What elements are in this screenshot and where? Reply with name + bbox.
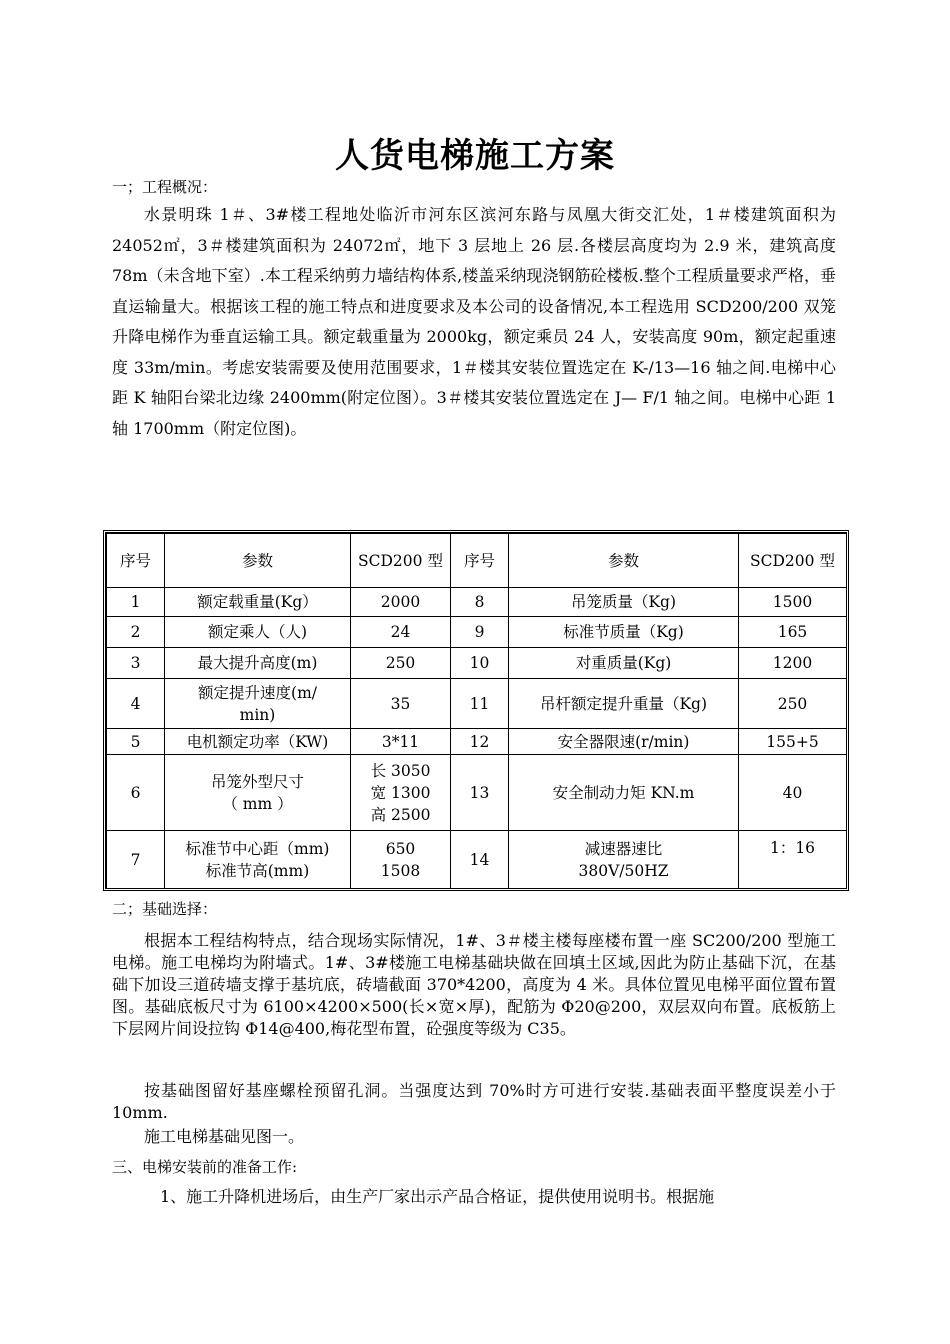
document-title: 人货电梯施工方案 — [335, 136, 615, 176]
table-cell: 标准节质量（Kg) — [509, 617, 739, 648]
table-cell: 14 — [451, 831, 509, 889]
table-cell: 1 — [107, 588, 165, 617]
table-cell: 电机额定功率（KW) — [165, 729, 351, 755]
table-cell: 6 — [107, 755, 165, 831]
table-cell: 155+5 — [739, 729, 847, 755]
table-header-cell: SCD200 型 — [351, 534, 451, 588]
table-cell: 11 — [451, 679, 509, 729]
table-cell: 1500 — [739, 588, 847, 617]
table-row — [107, 755, 847, 831]
table-cell: 额定提升速度(m/ min) — [165, 679, 351, 729]
table-cell: 2000 — [351, 588, 451, 617]
table-cell: 安全制动力矩 KN.m — [509, 755, 739, 831]
table-cell: 165 — [739, 617, 847, 648]
table-cell: 额定乘人（人) — [165, 617, 351, 648]
table-cell: 13 — [451, 755, 509, 831]
table-cell: 对重质量(Kg) — [509, 648, 739, 679]
section-1-heading: 一；工程概况： — [112, 178, 218, 196]
table-cell: 35 — [351, 679, 451, 729]
table-cell: 4 — [107, 679, 165, 729]
table-cell: 9 — [451, 617, 509, 648]
table-cell: 2 — [107, 617, 165, 648]
table-row — [107, 831, 847, 889]
table-row — [107, 679, 847, 729]
table-cell: 650 1508 — [351, 831, 451, 889]
table-cell: 1200 — [739, 648, 847, 679]
table-cell: 减速器速比 380V/50HZ — [509, 831, 739, 889]
table-cell: 3 — [107, 648, 165, 679]
spec-table — [103, 530, 849, 891]
table-header-cell: SCD200 型 — [739, 534, 847, 588]
table-header-cell: 序号 — [451, 534, 509, 588]
section-3-paragraph-1: 1、施工升降机进场后，由生产厂家出示产品合格证，提供使用说明书。根据施 — [160, 1187, 715, 1206]
table-cell: 8 — [451, 588, 509, 617]
section-2-paragraph-1: 根据本工程结构特点，结合现场实际情况，1#、3＃楼主楼每座楼布置一座 SC200/200 型施工电梯。施工电梯均为附墙式。1#、3#楼施工电梯基础块做在回填土区域,因此为防止基础下沉，在基础下加设三道砖墙支撑于基坑底，砖墙截面 370*4200，高度为 4 米。具体位置见电梯平面位置布置图。基础底板尺寸为 6100×4200×500(长×宽×厚)，配筋为 Φ20@200，双层双向布置。底板筋上下层网片间设拉钩 Φ14@400,梅花型布置，砼强度等级为 C35。 — [112, 931, 836, 1038]
table-cell: 250 — [739, 679, 847, 729]
table-cell: 12 — [451, 729, 509, 755]
table-cell: 1：16 — [739, 831, 847, 889]
table-row — [107, 588, 847, 617]
table-cell: 24 — [351, 617, 451, 648]
table-cell: 最大提升高度(m) — [165, 648, 351, 679]
table-cell: 5 — [107, 729, 165, 755]
table-row — [107, 729, 847, 755]
section-3-heading: 三、电梯安装前的准备工作: — [112, 1158, 298, 1176]
section-2-paragraph-2: 按基础图留好基座螺栓预留孔洞。当强度达到 70%时方可进行安装.基础表面平整度误差小于 10mm. — [112, 1081, 836, 1122]
table-cell: 长 3050 宽 1300 高 2500 — [351, 755, 451, 831]
section-1-paragraph: 水景明珠 1＃、3#楼工程地处临沂市河东区滨河东路与凤凰大街交汇处，1＃楼建筑面积为 24052㎡，3＃楼建筑面积为 24072㎡，地下 3 层地上 26 层.各楼层高度均为 2.9 米，建筑高度 78m（未含地下室）.本工程采纳剪力墙结构体系,楼盖采纳现浇钢筋砼楼板.整个工程质量要求严格，垂直运输量大。根据该工程的施工特点和进度要求及本公司的设备情况,本工程选用 SCD200/200 双笼升降电梯作为垂直运输工具。额定载重量为 2000kg，额定乘员 24 人，安装高度 90m，额定起重速度 33m/min。考虑安装需要及使用范围要求，1＃楼其安装位置选定在 K-/13—16 轴之间.电梯中心距 K 轴阳台梁北边缘 2400mm(附定位图）。3＃楼其安装位置选定在 J— F/1 轴之间。电梯中心距 1 轴 1700mm（附定位图)。 — [112, 205, 836, 438]
table-header-row — [107, 534, 847, 588]
table-row — [107, 648, 847, 679]
section-2-paragraph-3: 施工电梯基础见图一。 — [144, 1127, 305, 1146]
table-cell: 额定载重量(Kg） — [165, 588, 351, 617]
table-cell: 40 — [739, 755, 847, 831]
table-header-cell: 参数 — [165, 534, 351, 588]
table-cell: 吊笼外型尺寸 （ mm ） — [165, 755, 351, 831]
section-2-heading: 二；基础选择： — [112, 900, 218, 918]
table-cell: 吊笼质量（Kg) — [509, 588, 739, 617]
table-cell: 安全器限速(r/min) — [509, 729, 739, 755]
table-cell: 10 — [451, 648, 509, 679]
table-cell: 吊杆额定提升重量（Kg) — [509, 679, 739, 729]
table-cell: 7 — [107, 831, 165, 889]
table-cell: 250 — [351, 648, 451, 679]
table-row — [107, 617, 847, 648]
table-cell: 3*11 — [351, 729, 451, 755]
table-header-cell: 序号 — [107, 534, 165, 588]
table-header-cell: 参数 — [509, 534, 739, 588]
table-cell: 标准节中心距（mm) 标准节高(mm) — [165, 831, 351, 889]
